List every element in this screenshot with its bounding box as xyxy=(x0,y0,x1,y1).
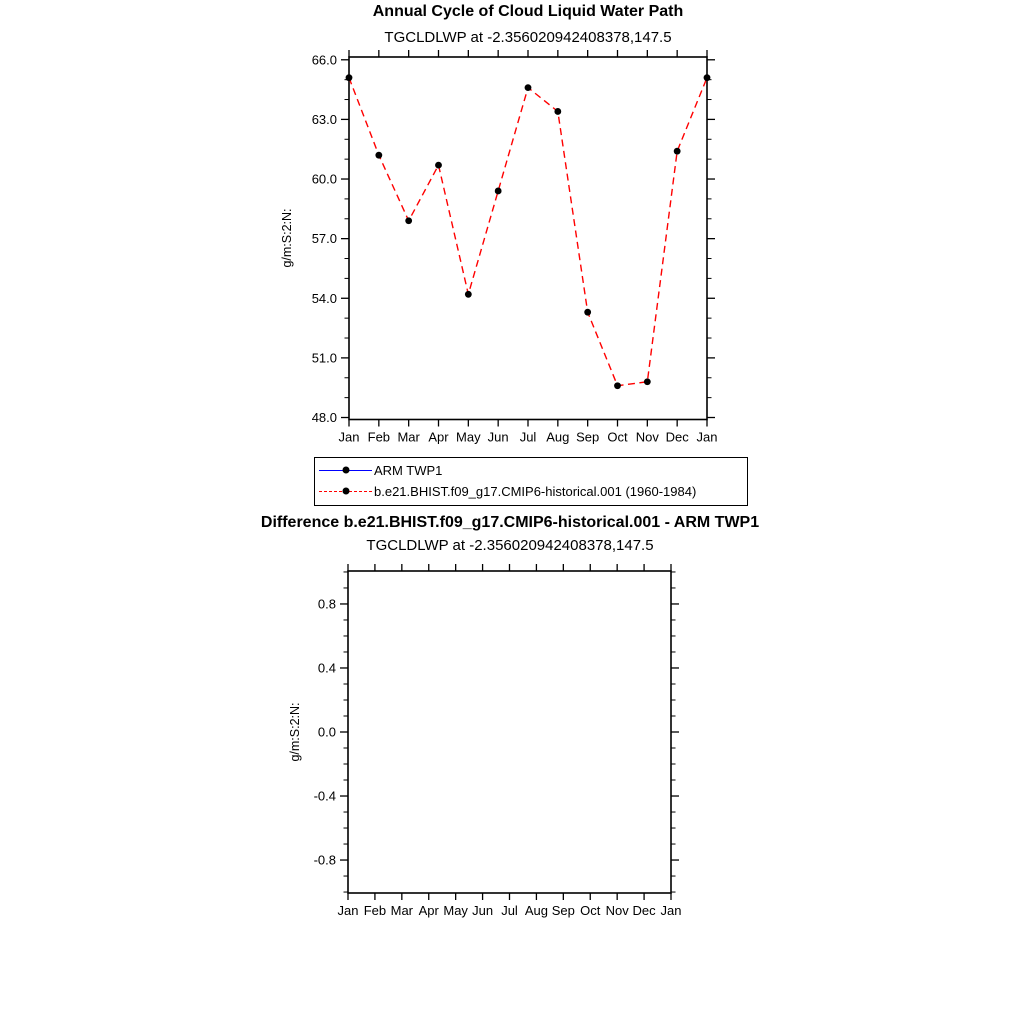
y-tick-label: 0.0 xyxy=(317,724,336,740)
y-tick-label: 54.0 xyxy=(311,290,337,306)
data-point-marker xyxy=(644,378,651,385)
legend-label-model: b.e21.BHIST.f09_g17.CMIP6-historical.001 (1960-1984) xyxy=(374,484,697,499)
annual-cycle-plot xyxy=(280,50,717,445)
x-tick-label: Jan xyxy=(338,429,360,445)
legend-line-sample-blue xyxy=(319,470,372,471)
x-tick-label: Mar xyxy=(397,429,420,445)
x-tick-label: Dec xyxy=(632,903,656,918)
y-tick-label: 63.0 xyxy=(311,111,337,127)
x-tick-label: Jul xyxy=(501,903,518,918)
series-line xyxy=(349,78,707,386)
y-tick-label: -0.4 xyxy=(313,788,336,804)
data-point-marker xyxy=(614,382,621,389)
legend-item-model xyxy=(319,481,743,502)
legend-marker-dot-icon xyxy=(342,488,349,495)
x-tick-label: Jan xyxy=(660,903,682,918)
data-point-marker xyxy=(346,74,353,81)
difference-plot-y-axis-label: g/m:S:2:N: xyxy=(288,702,302,762)
data-point-marker xyxy=(704,74,711,81)
difference-chart-subtitle: TGCLDLWP at -2.356020942408378,147.5 xyxy=(366,537,654,554)
annual-cycle-plot-y-axis-label: g/m:S:2:N: xyxy=(280,208,294,268)
top-chart-title: Annual Cycle of Cloud Liquid Water Path xyxy=(372,3,684,20)
x-tick-label: May xyxy=(443,903,468,918)
x-tick-label: Apr xyxy=(418,903,439,918)
x-tick-label: Aug xyxy=(524,903,548,918)
x-tick-label: Jul xyxy=(519,429,537,445)
y-tick-label: 48.0 xyxy=(311,410,337,426)
data-point-marker xyxy=(465,291,472,298)
x-tick-label: Apr xyxy=(428,429,449,445)
x-tick-label: Oct xyxy=(580,903,601,918)
difference-chart-title: Difference b.e21.BHIST.f09_g17.CMIP6-historical.001 - ARM TWP1 xyxy=(260,514,760,531)
x-tick-label: Jun xyxy=(487,429,509,445)
data-point-marker xyxy=(495,188,502,195)
x-tick-label: May xyxy=(456,429,481,445)
x-tick-label: Dec xyxy=(665,429,689,445)
difference-plot xyxy=(288,564,681,918)
x-tick-label: Nov xyxy=(635,429,659,445)
y-tick-label: 66.0 xyxy=(311,52,337,68)
y-tick-label: 0.8 xyxy=(317,596,336,612)
y-tick-label: 60.0 xyxy=(311,171,337,187)
y-tick-label: -0.8 xyxy=(313,852,336,868)
y-tick-label: 57.0 xyxy=(311,231,337,247)
x-tick-label: Feb xyxy=(367,429,391,445)
data-point-marker xyxy=(554,108,561,115)
legend xyxy=(314,457,748,506)
y-tick-label: 0.4 xyxy=(317,660,336,676)
x-tick-label: Sep xyxy=(551,903,575,918)
x-tick-label: Mar xyxy=(390,903,414,918)
x-tick-label: Jun xyxy=(472,903,494,918)
legend-line-sample-red xyxy=(319,491,372,492)
x-tick-label: Oct xyxy=(607,429,628,445)
annual-cycle-plot-frame xyxy=(349,57,707,420)
top-chart-subtitle: TGCLDLWP at -2.356020942408378,147.5 xyxy=(384,29,672,46)
x-tick-label: Nov xyxy=(605,903,629,918)
legend-item-arm-twp1 xyxy=(319,460,743,481)
data-point-marker xyxy=(525,84,532,91)
difference-plot-frame xyxy=(348,571,671,893)
x-tick-label: Jan xyxy=(696,429,718,445)
legend-marker-dot-icon xyxy=(342,467,349,474)
data-point-marker xyxy=(405,217,412,224)
legend-label-arm-twp1: ARM TWP1 xyxy=(374,463,443,478)
data-point-marker xyxy=(584,309,591,316)
x-tick-label: Jan xyxy=(337,903,359,918)
y-tick-label: 51.0 xyxy=(311,350,337,366)
x-tick-label: Aug xyxy=(546,429,570,445)
data-point-marker xyxy=(674,148,681,155)
x-tick-label: Sep xyxy=(576,429,600,445)
data-point-marker xyxy=(435,162,442,169)
data-point-marker xyxy=(375,152,382,159)
x-tick-label: Feb xyxy=(363,903,387,918)
